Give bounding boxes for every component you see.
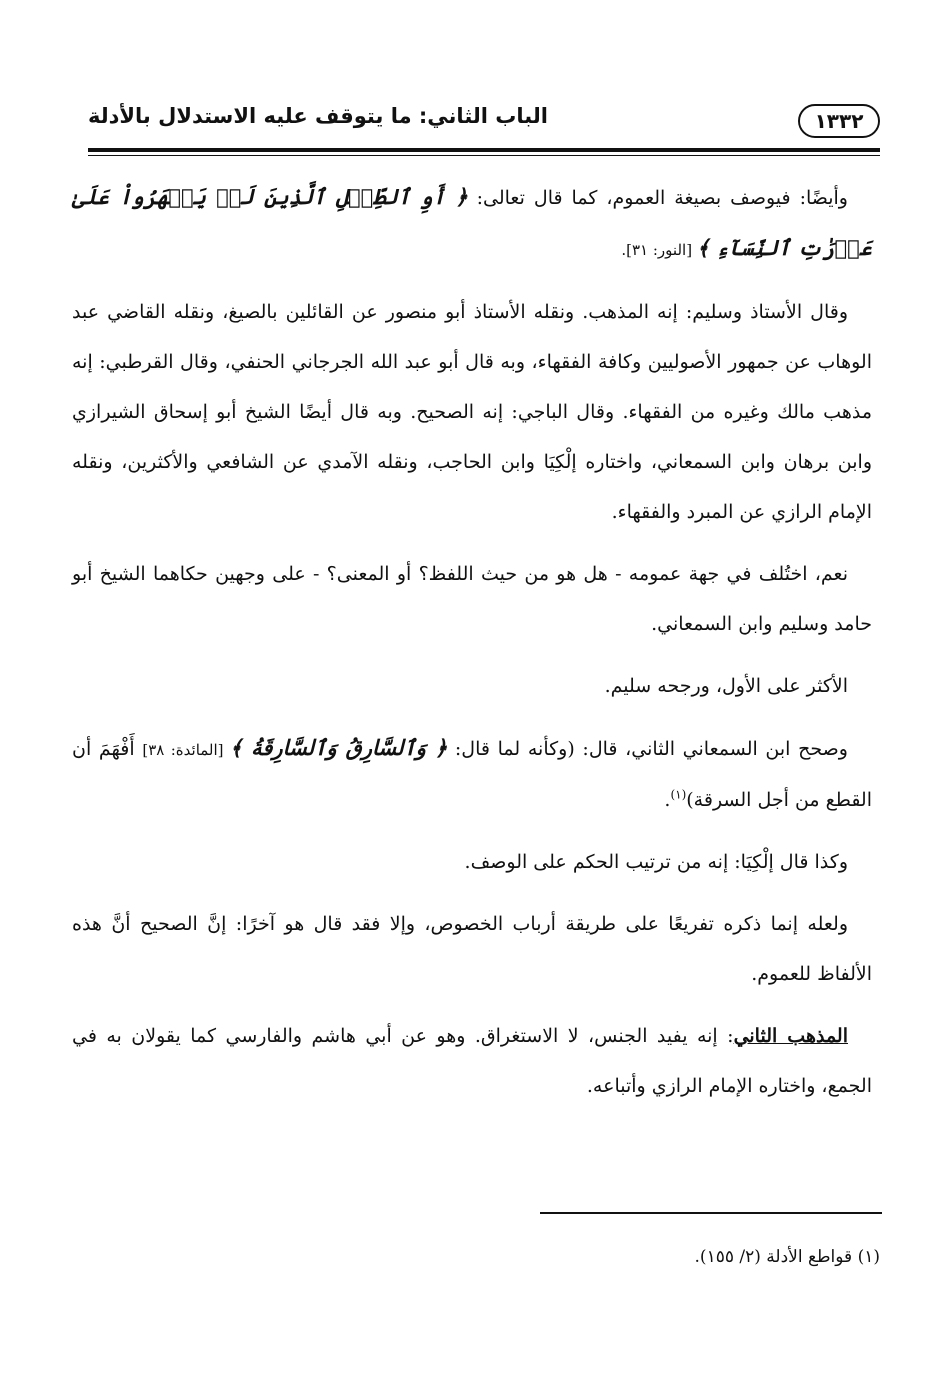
footnote: (١) قواطع الأدلة (٢/ ١٥٥).: [694, 1247, 880, 1267]
verse-citation-2: [المائدة: ٣٨]: [142, 741, 230, 759]
paragraph-6: وكذا قال إلْكِيَا: إنه من ترتيب الحكم على الوصف.: [464, 851, 848, 873]
paragraph-2: وقال الأستاذ وسليم: إنه المذهب. ونقله الأستاذ أبو منصور عن القائلين بالصيغ، ونقله القاضي عبد الوهاب عن جمهور الأصوليين وكافة الفقهاء، وبه قال أبو عبد الله الجرجاني الحنفي، وقال القرطبي: إنه مذهب مالك وغيره من الفقهاء. وقال الباجي: إنه الصحيح. وبه قال أيضًا الشيخ أبو إسحاق الشيرازي وابن برهان وابن السمعاني، واختاره إلْكِيَا وابن الحاجب، ونقله الآمدي عن الشافعي والأكثرين، ونقله الإمام الرازي عن المبرد والفقهاء.: [72, 301, 872, 523]
paragraph-5-intro: وصحح ابن السمعاني الثاني، قال: (وكأنه لما قال:: [447, 738, 848, 760]
paragraph-8: [72, 1011, 872, 1111]
paragraph-5-continuation: أَفْهَمَ أن القطع من أجل السرقة): [72, 738, 872, 811]
running-title: الباب الثاني: ما يتوقف عليه الاستدلال بالأدلة: [88, 104, 548, 128]
paragraph-1-intro: وأيضًا: فيوصف بصيغة العموم، كما قال تعالى:: [467, 187, 848, 209]
footnote-reference[interactable]: (١): [670, 787, 687, 802]
quran-verse-2: ﴿ وَٱلسَّارِقُ وَٱلسَّارِقَةُ ﴾: [229, 735, 448, 760]
quran-verse-1: ﴿ أَوِ ٱلطِّفۡلِ ٱلَّذِينَ لَمۡ يَظۡهَرُواْ عَلَىٰ عَوۡرَٰتِ ٱلنِّسَآءِ ﴾: [72, 184, 872, 260]
paragraph-5-end: .: [664, 789, 671, 811]
header-rule-thick: [88, 148, 880, 152]
paragraph-3: نعم، اختُلف في جهة عمومه - هل هو من حيث اللفظ؟ أو المعنى؟ - على وجهين حكاهما الشيخ أبو حامد وسليم وابن السمعاني.: [72, 563, 872, 635]
section-term: المذهب الثاني: [733, 1025, 848, 1047]
footnote-separator: [540, 1212, 882, 1214]
paragraph-7: ولعله إنما ذكره تفريعًا على طريقة أرباب الخصوص، وإلا فقد قال هو آخرًا: إنَّ الصحيح أنَّ هذه الألفاظ للعموم.: [72, 913, 872, 985]
paragraph-5: [72, 723, 872, 825]
paragraph-1: [72, 172, 872, 275]
page-header: [88, 98, 880, 146]
header-rule-thin: [88, 155, 880, 156]
page-number: ١٣٣٢: [798, 104, 880, 138]
paragraph-4: الأكثر على الأول، ورجحه سليم.: [604, 675, 848, 697]
main-text: [72, 172, 872, 1123]
verse-citation-1: [النور: ٣١].: [621, 241, 697, 259]
paragraph-8-text: : إنه يفيد الجنس، لا الاستغراق. وهو عن أبي هاشم والفارسي كما يقولان به في الجمع، واختاره الإمام الرازي وأتباعه.: [72, 1025, 872, 1097]
